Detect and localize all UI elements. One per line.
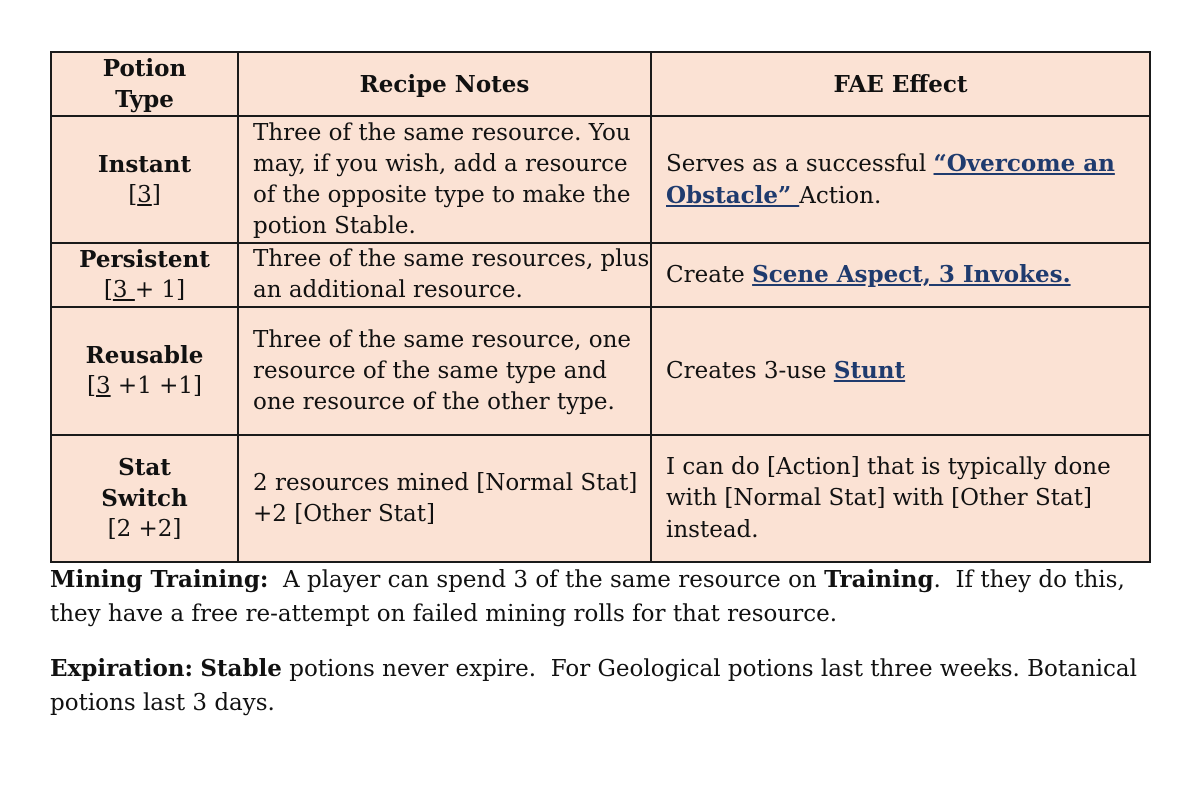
- potion-cost: [3 +1 +1]: [86, 373, 203, 399]
- potion-name: Instant: [97, 150, 192, 178]
- header-potion-type: Potion Type: [51, 52, 238, 116]
- fae-effect-cell: I can do [Action] that is typically done with [Normal Stat] with [Other Stat] instead.: [651, 435, 1150, 562]
- fae-effect-cell: Create Scene Aspect, 3 Invokes.: [651, 243, 1150, 307]
- table-row: [51, 307, 1150, 435]
- header-fae-effect: FAE Effect: [651, 52, 1150, 116]
- potion-name: Stat Switch: [101, 454, 188, 512]
- mining-training-paragraph: Mining Training: A player can spend 3 of the same resource on Training. If they do this, they have a free re-attempt on failed mining rolls for that resource.: [50, 566, 1133, 627]
- potion-table: [50, 51, 1151, 563]
- overcome-obstacle-link[interactable]: “Overcome an Obstacle”: [666, 149, 1115, 209]
- potion-cost: [3 + 1]: [103, 277, 186, 303]
- recipe-notes-cell: Three of the same resource. You may, if you wish, add a resource of the opposite type to make the potion Stable.: [238, 116, 651, 243]
- potion-type-cell: [51, 116, 238, 243]
- fae-effect-cell: Serves as a successful “Overcome an Obstacle” Action.: [651, 116, 1150, 243]
- recipe-notes-cell: Three of the same resources, plus an additional resource.: [238, 243, 651, 307]
- mining-training-label: Mining Training:: [50, 566, 269, 593]
- potion-name: Reusable: [85, 342, 204, 369]
- potion-type-cell: [51, 307, 238, 435]
- potion-type-cell: [51, 435, 238, 562]
- expiration-paragraph: Expiration: Stable potions never expire. For Geological potions last three weeks. Botanical potions last 3 days.: [50, 655, 1145, 716]
- stunt-link[interactable]: Stunt: [833, 357, 906, 384]
- recipe-notes-cell: Three of the same resource, one resource of the same type and one resource of the other type.: [238, 307, 651, 435]
- potion-cost: [2 +2]: [107, 516, 182, 542]
- recipe-notes-cell: 2 resources mined [Normal Stat] +2 [Other Stat]: [238, 435, 651, 562]
- scene-aspect-link[interactable]: Scene Aspect, 3 Invokes.: [752, 261, 1071, 288]
- header-recipe-notes: Recipe Notes: [238, 52, 651, 116]
- potion-type-cell: [51, 243, 238, 307]
- table-row: [51, 116, 1150, 243]
- expiration-label: Expiration:: [50, 655, 193, 682]
- potion-name: Persistent: [79, 246, 210, 273]
- table-header-row: [51, 52, 1150, 116]
- table-row: [51, 243, 1150, 307]
- table-row: [51, 435, 1150, 562]
- potion-cost: [3]: [128, 181, 161, 208]
- fae-effect-cell: Creates 3-use Stunt: [651, 307, 1150, 435]
